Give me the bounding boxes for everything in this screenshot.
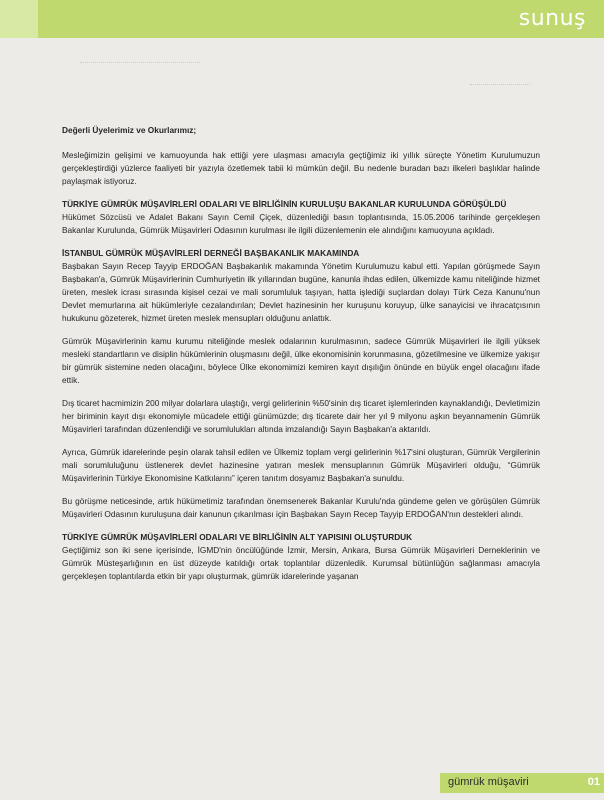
faint-scan-marks-right (470, 84, 530, 89)
section-heading: TÜRKİYE GÜMRÜK MÜŞAVİRLERİ ODALARI VE BİRLİĞİNİN KURULUŞU BAKANLAR KURULUNDA GÖRÜŞÜLDÜ (62, 199, 507, 209)
section-title: sunuş (518, 6, 586, 31)
section-paragraph: Geçtiğimiz son iki sene içerisinde, İGMD'nin öncülüğünde İzmir, Mersin, Ankara, Bursa Gümrük Müşavirleri Derneklerinin ve Gümrük Müsteşarlığının en üst düzeyde katıldığı ortak toplantılar düzenledik. Kurumsal bütünlüğün sağlanması amacıyla gerçekleşen toplantılarda etkin bir yapı oluşturmak, gümrük idarelerinde yaşanan (62, 545, 540, 581)
intro-paragraph: Mesleğimizin gelişimi ve kamuoyunda hak ettiği yere ulaşması amacıyla geçtiğimiz iki yıllık süreçte Yönetim Kurulumuzun gerçekleştirdiği yüzlerce faaliyeti bir yazıyla özetlemek tabii ki mümkün değil. Bu nedenle buradan bazı ilkeleri başlıklar halinde paylaşmak istiyoruz. (62, 150, 540, 186)
section-paragraph: Bu görüşme neticesinde, artık hükümetimiz tarafından önemsenerek Bakanlar Kurulu'nda gündeme gelen ve görüşülen Gümrük Müşavirleri Odasının kuruluşuna dair kanunun çıkarılması için Başbakan Sayın Recep Tayyip ERDOĞAN'nın destekleri alındı. (62, 496, 540, 519)
section-heading: İSTANBUL GÜMRÜK MÜŞAVİRLERİ DERNEĞİ BAŞBAKANLIK MAKAMINDA (62, 248, 360, 258)
faint-scan-marks (80, 62, 200, 67)
salutation: Değerli Üyelerimiz ve Okurlarımız; (62, 125, 197, 135)
article-body (62, 124, 540, 593)
header-band-accent (0, 0, 38, 38)
section-heading: TÜRKİYE GÜMRÜK MÜŞAVİRLERİ ODALARI VE BİRLİĞİNİN ALT YAPISINI OLUŞTURDUK (62, 532, 413, 542)
section-paragraph: Başbakan Sayın Recep Tayyip ERDOĞAN Başbakanlık makamında Yönetim Kurulumuzu kabul etti. Yapılan görüşmede Sayın Başbakan'a, Gümrük Müşavirlerinin Cumhuriyetin ilk yıllarından bugüne, kanunla ihdas edilen, ülkemizde kamu niteliğinde hizmet üreten, meslek icrası sırasında kişisel cezai ve mali sorumluluk taşıyan, hatta işlediği suçlardan dolayı Türk Ceza Kanunu'nun Devlet memurlarına ait hükümleriyle cezalandırılan; Devlet hazinesinin her kuruşunu koruyup, ülke sanayicisi ve ihracatçısının hukukunu gözeterek, hizmet üreten meslek mensupları olduğunu anlattık. (62, 261, 540, 323)
page-number: 01 (587, 776, 600, 788)
section-paragraph: Ayrıca, Gümrük idarelerinde peşin olarak tahsil edilen ve Ülkemiz toplam vergi gelirlerinin %17'sini oluşturan, Gümrük Vergilerinin mali sorumluluğunu üstlenerek devlet hazinesine yatıran meslek mensuplarının Gümrük Müşavirleri olduğu, “Gümrük Müşavirlerinin Türkiye Ekonomisine Katkılarını” içeren tanıtım dosyamız Başbakan'a sunuldu. (62, 447, 540, 483)
section-paragraph: Hükümet Sözcüsü ve Adalet Bakanı Sayın Cemil Çiçek, düzenlediği basın toplantısında, 15.05.2006 tarihinde gerçekleşen Bakanlar Kurulunda, Gümrük Müşavirleri Odasının kurulması ile ilgili düzenlemenin ele alındığını kamuoyuna açıkladı. (62, 212, 540, 235)
section-paragraph: Gümrük Müşavirlerinin kamu kurumu niteliğinde meslek odalarının kurulmasının, sadece Gümrük Müşavirleri ile ilgili yüksek mesleki standartların ve disiplin hükümlerinin oluşmasını değil, ülke ekonomisinin korunmasına, gözetilmesine ve ülkemize yakışır bir gümrük sistemine neden olacağını, böylece Ülke ekonomimizi kemiren kayıt dışılığın önünde en büyük engel olacağını ifade ettik. (62, 336, 540, 385)
section-paragraph: Dış ticaret hacmimizin 200 milyar dolarlara ulaştığı, vergi gelirlerinin %50'sinin dış ticaret işlemlerinden kaynaklandığı, Devletimizin her biriminin kayıt dışı ekonomiyle mücadele ettiği günümüzde; dış ticarete dair her yıl 9 milyonu aşkın beyannamenin Gümrük Müşavirleri tarafından düzenlendiği ve sorumlulukları altında imzalandığı Sayın Başbakan'a aktarıldı. (62, 398, 540, 434)
magazine-name: gümrük müşaviri (448, 776, 529, 788)
header-band (0, 0, 604, 38)
